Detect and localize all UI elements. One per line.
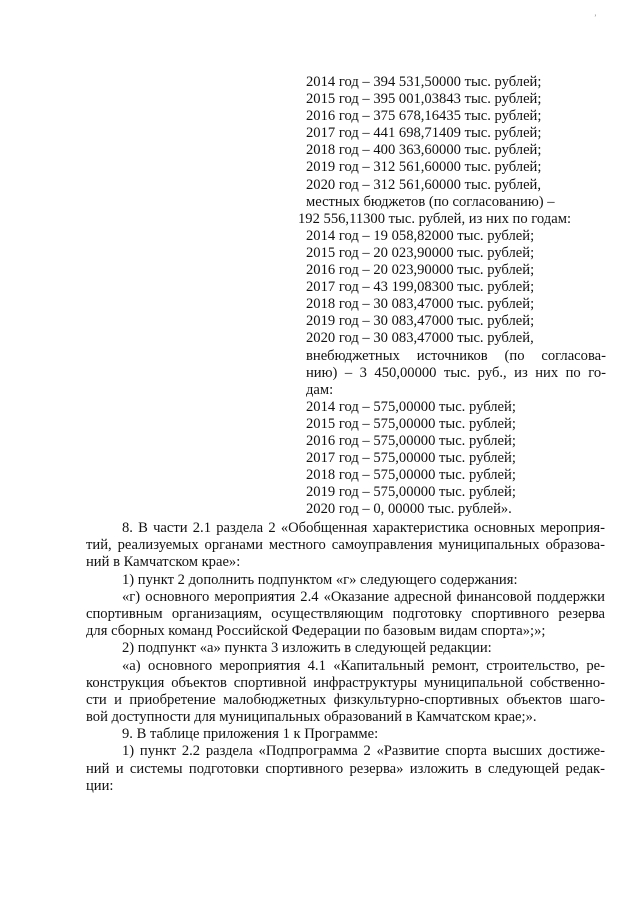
- funding-local-header: местных бюджетов (по согласованию) –: [306, 193, 555, 210]
- text-line: 2) подпункт «а» пункта 3 изложить в следующей редакции:: [122, 640, 492, 657]
- funding-line: 2019 год – 312 561,60000 тыс. рублей;: [306, 159, 542, 176]
- text-line: «г) основного мероприятия 2.4 «Оказание адресной финансовой поддержки: [122, 588, 605, 605]
- funding-line: 2014 год – 19 058,82000 тыс. рублей;: [306, 227, 535, 244]
- text-line: для сборных команд Российской Федерации по базовым видам спорта»;»;: [86, 623, 546, 640]
- funding-line: 2020 год – 30 083,47000 тыс. рублей,: [306, 330, 534, 347]
- paragraph-8-1-quote: [86, 589, 605, 641]
- funding-extra-header: дам:: [306, 381, 334, 398]
- funding-line: 2018 год – 575,00000 тыс. рублей;: [306, 467, 516, 484]
- text-line: спортивным организациям, осуществляющим подготовку спортивного резерва: [86, 605, 605, 622]
- funding-line: 2017 год – 575,00000 тыс. рублей;: [306, 450, 516, 467]
- funding-line: 2015 год – 575,00000 тыс. рублей;: [306, 415, 516, 432]
- funding-line: 2014 год – 394 531,50000 тыс. рублей;: [306, 74, 542, 90]
- funding-line: 2015 год – 20 023,90000 тыс. рублей;: [306, 244, 535, 261]
- paragraph-9-1: [86, 743, 605, 795]
- text-line: 8. В части 2.1 раздела 2 «Обобщенная характеристика основных мероприя-: [122, 520, 605, 536]
- text-line: сти и приобретение малобюджетных физкультурно-спортивных объектов шаго-: [86, 691, 605, 708]
- funding-extra-header: нию) – 3 450,00000 тыс. руб., из них по го-: [306, 364, 606, 381]
- funding-line: 2019 год – 575,00000 тыс. рублей;: [306, 484, 516, 501]
- document-body: [86, 520, 605, 795]
- text-line: 1) пункт 2.2 раздела «Подпрограмма 2 «Развитие спорта высших достиже-: [122, 743, 605, 760]
- scan-mark: ʼ: [594, 13, 597, 22]
- funding-line: 2016 год – 20 023,90000 тыс. рублей;: [306, 262, 535, 279]
- text-line: вой доступности для муниципальных образований в Камчатском крае;».: [86, 709, 537, 726]
- text-line: 9. В таблице приложения 1 к Программе:: [122, 726, 379, 743]
- paragraph-8-2: [86, 640, 605, 657]
- text-line: ний в Камчатском крае»:: [86, 554, 241, 571]
- text-line: 1) пункт 2 дополнить подпунктом «г» следующего содержания:: [122, 571, 518, 588]
- funding-local-header: 192 556,11300 тыс. рублей, из них по годам:: [298, 210, 571, 227]
- funding-extra-header: внебюджетных источников (по согласова-: [306, 347, 606, 364]
- funding-line: 2019 год – 30 083,47000 тыс. рублей;: [306, 313, 535, 330]
- funding-line: 2016 год – 575,00000 тыс. рублей;: [306, 432, 516, 449]
- funding-line: 2018 год – 400 363,60000 тыс. рублей;: [306, 142, 542, 159]
- funding-line: 2017 год – 43 199,08300 тыс. рублей;: [306, 279, 535, 296]
- text-line: ции:: [86, 777, 114, 794]
- paragraph-9: [86, 726, 605, 743]
- paragraph-8: [86, 520, 605, 572]
- funding-line: 2018 год – 30 083,47000 тыс. рублей;: [306, 296, 535, 313]
- text-line: конструкция объектов спортивной инфраструктуры муниципальной собственно-: [86, 674, 605, 691]
- text-line: «а) основного мероприятия 4.1 «Капитальный ремонт, строительство, ре-: [122, 657, 605, 674]
- funding-line: 2020 год – 0, 00000 тыс. рублей».: [306, 501, 512, 518]
- funding-line: 2016 год – 375 678,16435 тыс. рублей;: [306, 108, 542, 125]
- funding-block: [298, 74, 606, 518]
- funding-line: 2015 год – 395 001,03843 тыс. рублей;: [306, 91, 542, 108]
- funding-line: 2017 год – 441 698,71409 тыс. рублей;: [306, 125, 542, 142]
- funding-line: 2014 год – 575,00000 тыс. рублей;: [306, 398, 516, 415]
- text-line: ний и системы подготовки спортивного резерва» изложить в следующей редак-: [86, 760, 605, 777]
- funding-line: 2020 год – 312 561,60000 тыс. рублей,: [306, 176, 542, 193]
- paragraph-8-2-quote: [86, 658, 605, 727]
- paragraph-8-1: [86, 572, 605, 589]
- text-line: тий, реализуемых органами местного самоуправления муниципальных образова-: [86, 537, 605, 554]
